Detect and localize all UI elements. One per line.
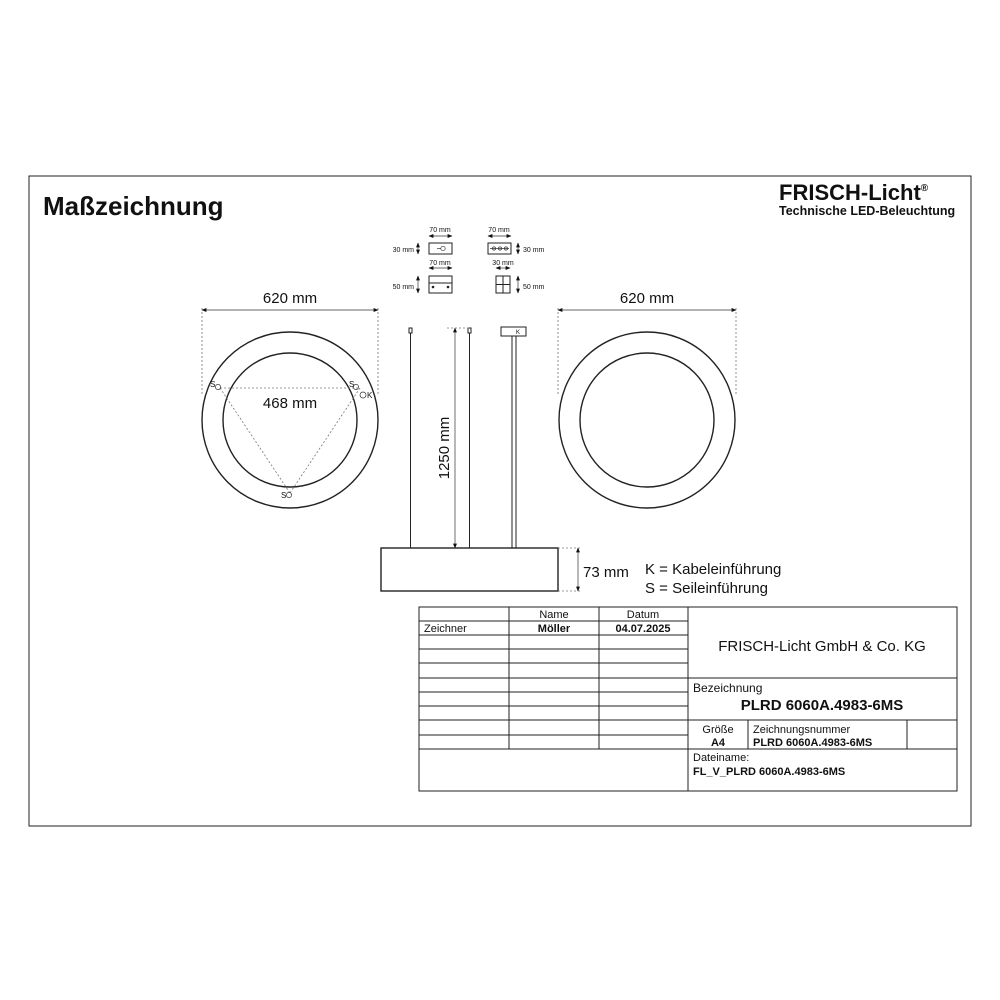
detail-box-1 [393, 227, 452, 254]
top-view-outer-diameter: 620 mm [262, 290, 318, 307]
svg-text:S: S [349, 380, 355, 389]
drawing-no-label: Zeichnungsnummer [753, 724, 851, 736]
page-title: Maßzeichnung [43, 191, 224, 221]
svg-text:30 mm: 30 mm [492, 260, 514, 267]
title-block [419, 607, 957, 791]
col-name-header: Name [539, 609, 569, 621]
bottom-view-outer-diameter: 620 mm [619, 290, 675, 307]
svg-text:30 mm: 30 mm [523, 247, 545, 254]
brand-logo: FRISCH-Licht® [779, 180, 929, 205]
svg-text:50 mm: 50 mm [392, 284, 414, 291]
svg-text:70 mm: 70 mm [429, 260, 451, 267]
size-value: A4 [710, 737, 726, 749]
top-view [202, 290, 378, 508]
bottom-view [558, 290, 736, 508]
top-view-inner-diameter: 468 mm [262, 395, 318, 412]
top-view-inner-ring [223, 353, 357, 487]
legend-k: K = Kabeleinführung [645, 561, 782, 578]
svg-text:S: S [281, 491, 287, 500]
svg-text:70 mm: 70 mm [488, 227, 510, 234]
detail-box-3 [488, 227, 545, 254]
bottom-view-inner-ring [580, 353, 714, 487]
svg-text:S: S [210, 380, 216, 389]
filename-label: Dateiname: [693, 752, 750, 764]
luminaire-body [381, 548, 558, 591]
drawing-no-value: PLRD 6060A.4983-6MS [753, 737, 873, 749]
col-date-header: Datum [626, 609, 660, 621]
bottom-view-outer-ring [559, 332, 735, 508]
svg-text:30 mm: 30 mm [392, 247, 414, 254]
top-view-outer-ring [202, 332, 378, 508]
legend-s: S = Seileinführung [645, 580, 769, 597]
designation-label: Bezeichnung [693, 681, 763, 695]
designation-value: PLRD 6060A.4983-6MS [740, 697, 904, 714]
svg-text:K: K [516, 330, 521, 336]
svg-text:70 mm: 70 mm [429, 227, 451, 234]
svg-text:K: K [367, 391, 373, 400]
size-label: Größe [702, 724, 734, 736]
filename-value: FL_V_PLRD 6060A.4983-6MS [693, 766, 846, 778]
drafter-date: 04.07.2025 [615, 623, 671, 635]
body-height: 73 mm [583, 564, 629, 581]
drafter-name: Möller [537, 623, 571, 635]
company-name: FRISCH-Licht GmbH & Co. KG [718, 638, 926, 655]
detail-box-4 [492, 260, 544, 293]
brand-subtitle: Technische LED-Beleuchtung [779, 204, 956, 218]
suspension-length: 1250 mm [436, 416, 453, 480]
svg-text:50 mm: 50 mm [523, 284, 545, 291]
row-drafter-label: Zeichner [424, 623, 467, 635]
detail-box-2 [393, 260, 452, 293]
